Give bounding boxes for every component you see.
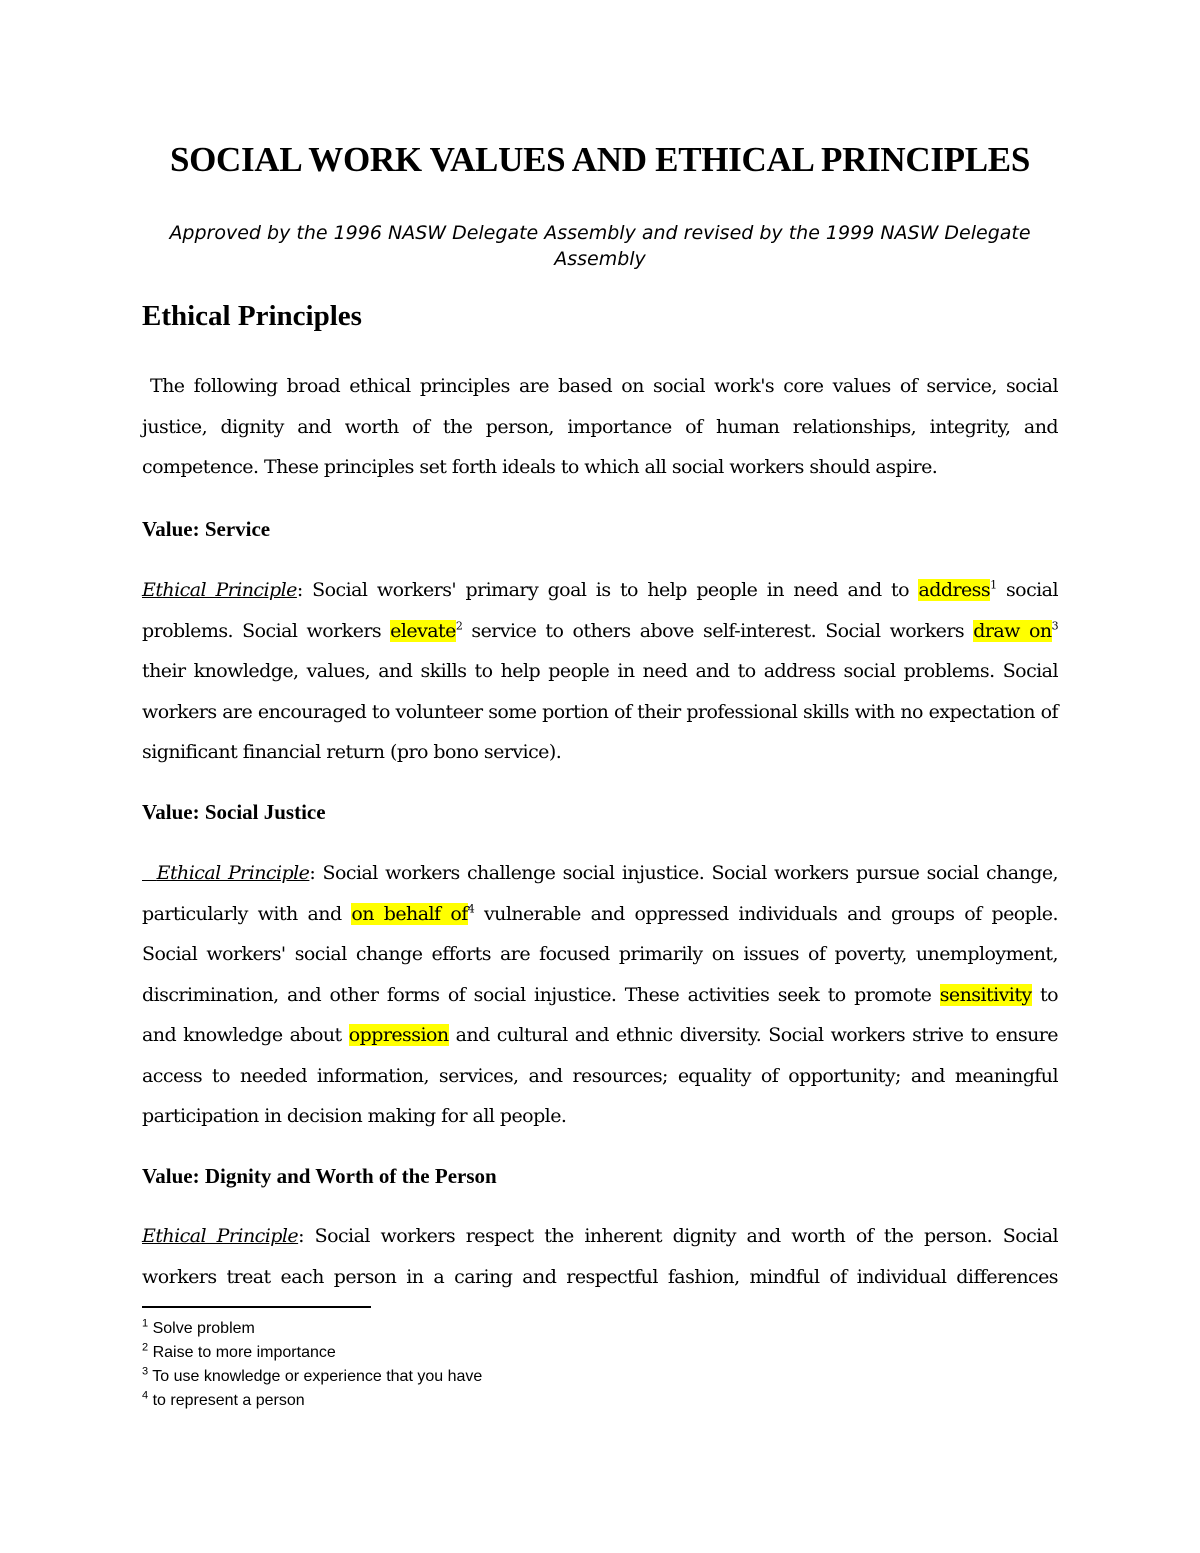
text-run: service to others above self-interest. Social workers: [462, 619, 974, 642]
highlight-term: sensitivity: [939, 983, 1032, 1006]
document-subtitle: Approved by the 1996 NASW Delegate Assembly and revised by the 1999 NASW Delegate Assembly: [169, 222, 1031, 270]
ethical-principle-label: Ethical Principle: [156, 862, 310, 884]
footnote-ref: 2: [455, 619, 463, 633]
text-run: : Social workers respect the inherent dignity and worth of the person. Social workers treat each person in a caring and respectful fashion, mindful of individual differences: [142, 1225, 1059, 1288]
footnote-item: $^4$ to represent a person: [142, 1389, 305, 1409]
text-run: to and knowledge about: [142, 983, 1059, 1046]
footnotes: [142, 1317, 482, 1413]
footnote-ref: 4: [467, 902, 475, 916]
service-paragraph: [142, 570, 1058, 773]
footnote-item: $^3$ To use knowledge or experience that you have: [142, 1365, 483, 1385]
text-run: vulnerable and oppressed individuals and groups of people. Social workers' social change efforts are focused primarily on issues of poverty, unemployment, discrimination, and other forms of social injustice. These activities seek to promote: [142, 902, 1058, 1006]
text-run: social problems. Social workers: [142, 579, 1058, 642]
dignity-paragraph: [142, 1216, 1058, 1297]
section-heading: Ethical Principles: [142, 300, 362, 332]
text-run: : Social workers challenge social injustice. Social workers pursue social change, particularly with and: [142, 862, 1059, 925]
footnote-ref: 1: [990, 578, 997, 592]
text-run: their knowledge, values, and skills to help people in need and to address social problems. Social workers are encouraged to volunteer some portion of their professional skills with no expectation of significant financial return (pro bono service).: [142, 660, 1058, 763]
social-justice-paragraph: [142, 853, 1058, 1137]
value-heading-dignity: Value: Dignity and Worth of the Person: [142, 1164, 497, 1188]
highlight-term: draw on: [973, 619, 1052, 642]
ethical-principle-label: Ethical Principle: [142, 579, 297, 601]
intro-paragraph: The following broad ethical principles are based on social work's core values of service, social justice, dignity and worth of the person, importance of human relationships, integrity, and competence. These principles set forth ideals to which all social workers should aspire.: [142, 375, 1058, 478]
footnote-item: $^1$ Solve problem: [142, 1317, 255, 1337]
document-title: SOCIAL WORK VALUES AND ETHICAL PRINCIPLES: [169, 140, 1031, 179]
text-run: and cultural and ethnic diversity. Social workers strive to ensure access to needed information, services, and resources; equality of opportunity; and meaningful participation in decision making for all people.: [142, 1024, 1058, 1127]
footnote-item: $^2$ Raise to more importance: [142, 1341, 336, 1361]
value-heading-social-justice: Value: Social Justice: [142, 800, 326, 824]
text-run: : Social workers' primary goal is to help people in need and to: [296, 579, 919, 601]
highlight-term: on behalf of: [351, 902, 468, 925]
highlight-term: oppression: [348, 1024, 449, 1046]
ethical-principle-label: Ethical Principle: [142, 1225, 299, 1247]
value-heading-service: Value: Service: [142, 517, 271, 541]
highlight-term: elevate: [390, 619, 456, 642]
footnote-separator: [142, 1306, 371, 1308]
footnote-ref: 3: [1051, 619, 1059, 633]
highlight-term: address: [918, 579, 991, 601]
